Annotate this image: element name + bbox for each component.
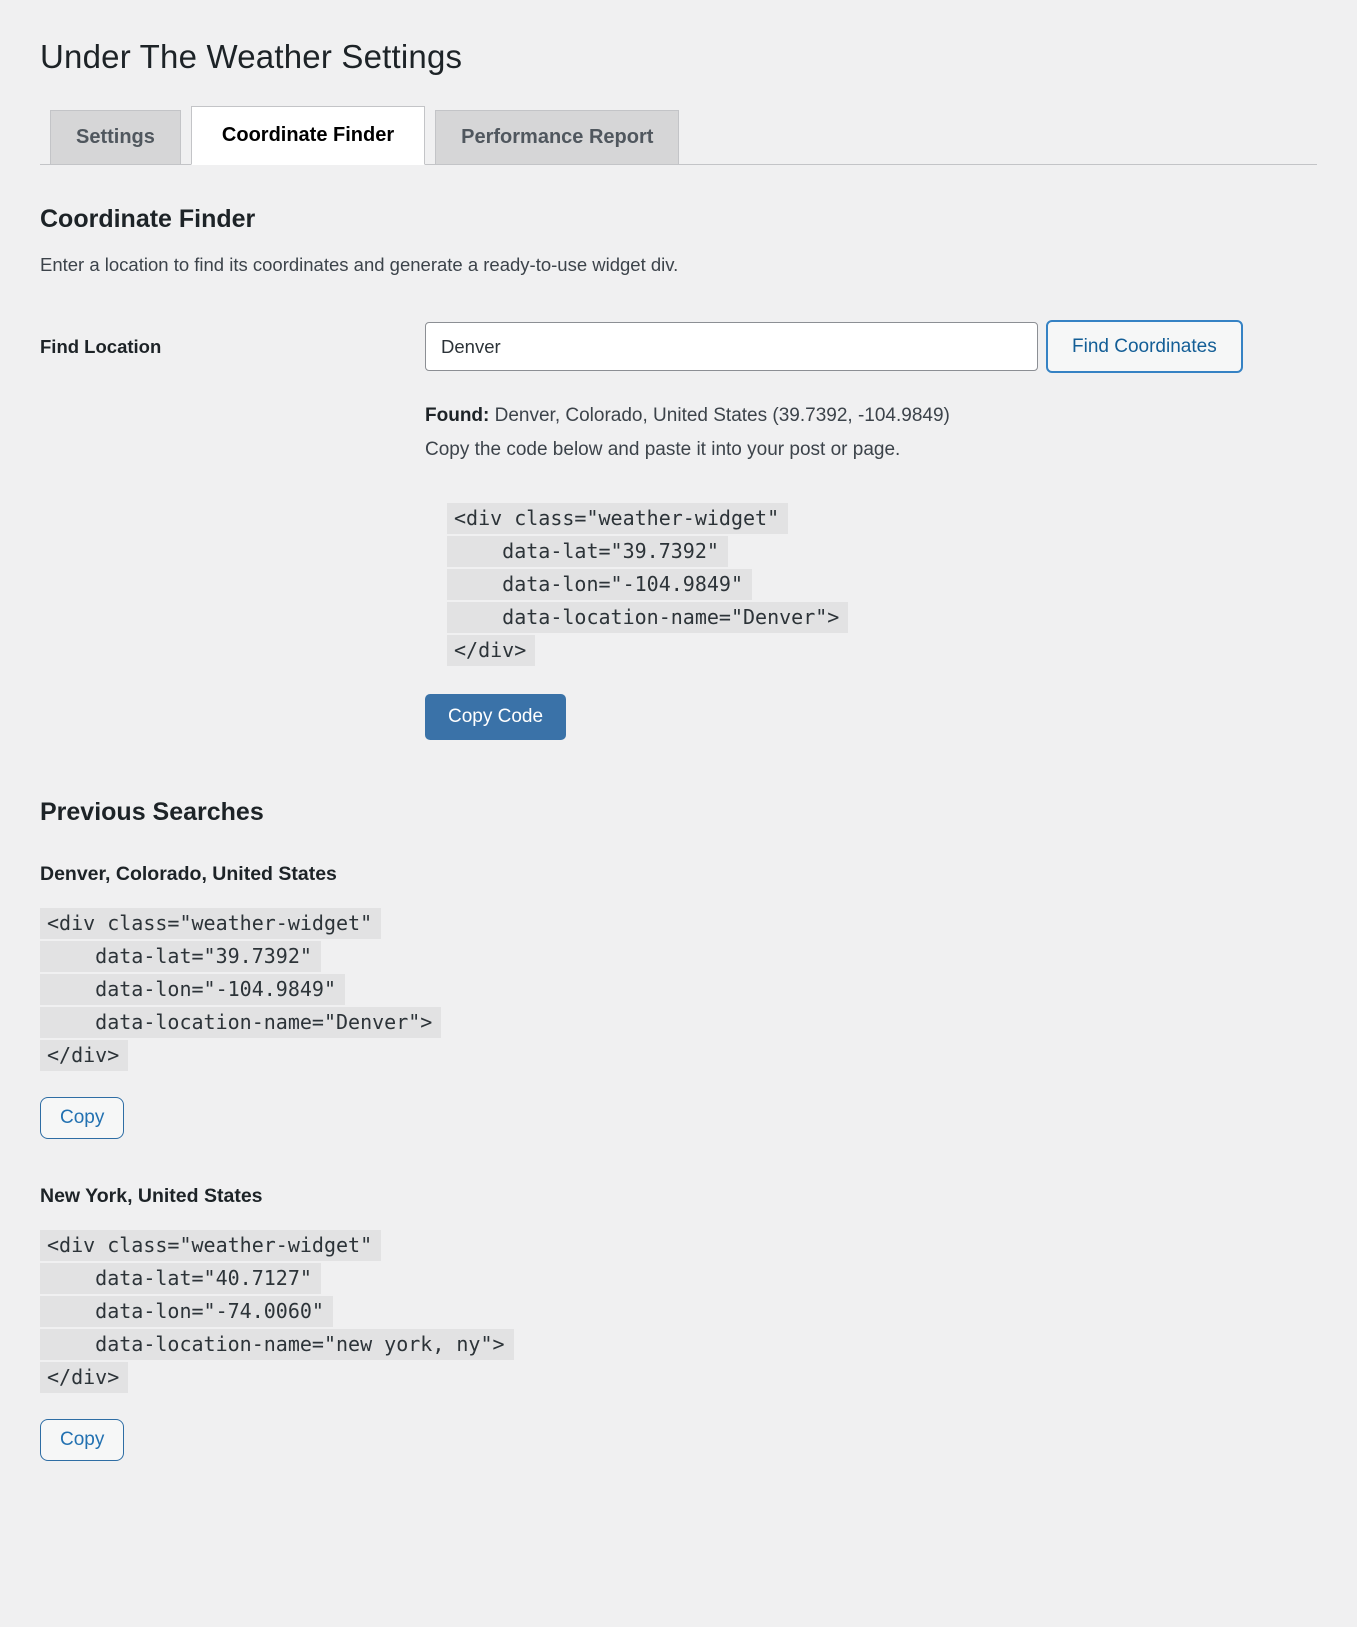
copy-code-button[interactable]: Copy Code bbox=[425, 694, 566, 740]
tab-performance-report[interactable]: Performance Report bbox=[435, 110, 679, 164]
code-line: </div> bbox=[40, 1362, 128, 1393]
page-title: Under The Weather Settings bbox=[40, 38, 463, 75]
previous-searches-heading: Previous Searches bbox=[40, 798, 264, 826]
search-entry-denver bbox=[40, 863, 1317, 1149]
find-location-control bbox=[425, 322, 1317, 740]
found-result bbox=[425, 405, 1317, 427]
code-line: data-lon="-104.9849" bbox=[447, 569, 752, 600]
find-coordinates-button[interactable]: Find Coordinates bbox=[1046, 320, 1243, 373]
entry-code-block bbox=[40, 908, 1317, 1071]
code-line: <div class="weather-widget" bbox=[40, 1230, 381, 1261]
found-text: Denver, Colorado, United States (39.7392, -104.9849) bbox=[489, 405, 950, 426]
entry-name: New York, United States bbox=[40, 1185, 263, 1207]
code-line: data-lon="-104.9849" bbox=[40, 974, 345, 1005]
location-input[interactable] bbox=[425, 322, 1038, 371]
code-line: data-lon="-74.0060" bbox=[40, 1296, 333, 1327]
location-input-row bbox=[425, 322, 1317, 373]
code-line: <div class="weather-widget" bbox=[40, 908, 381, 939]
code-line: data-location-name="Denver"> bbox=[40, 1007, 441, 1038]
copy-instruction: Copy the code below and paste it into your post or page. bbox=[425, 439, 901, 460]
find-location-label: Find Location bbox=[40, 336, 162, 357]
code-line: data-location-name="new york, ny"> bbox=[40, 1329, 514, 1360]
copy-button-denver[interactable]: Copy bbox=[40, 1097, 124, 1139]
entry-name: Denver, Colorado, United States bbox=[40, 863, 337, 885]
code-line: </div> bbox=[40, 1040, 128, 1071]
code-line: </div> bbox=[447, 635, 535, 666]
code-line: data-location-name="Denver"> bbox=[447, 602, 848, 633]
search-entry-new-york bbox=[40, 1185, 1317, 1471]
code-line: <div class="weather-widget" bbox=[447, 503, 788, 534]
tab-bar bbox=[40, 106, 1317, 165]
code-line: data-lat="40.7127" bbox=[40, 1263, 321, 1294]
found-label: Found: bbox=[425, 405, 490, 426]
code-line: data-lat="39.7392" bbox=[447, 536, 728, 567]
tab-coordinate-finder[interactable]: Coordinate Finder bbox=[191, 106, 425, 165]
copy-button-new-york[interactable]: Copy bbox=[40, 1419, 124, 1461]
coordinate-finder-description: Enter a location to find its coordinates and generate a ready-to-use widget div. bbox=[40, 254, 679, 275]
entry-code-block bbox=[40, 1230, 1317, 1393]
find-location-row bbox=[40, 322, 1317, 740]
widget-code-block bbox=[447, 503, 1317, 666]
code-line: data-lat="39.7392" bbox=[40, 941, 321, 972]
coordinate-finder-heading: Coordinate Finder bbox=[40, 205, 256, 233]
tab-settings[interactable]: Settings bbox=[50, 110, 181, 164]
